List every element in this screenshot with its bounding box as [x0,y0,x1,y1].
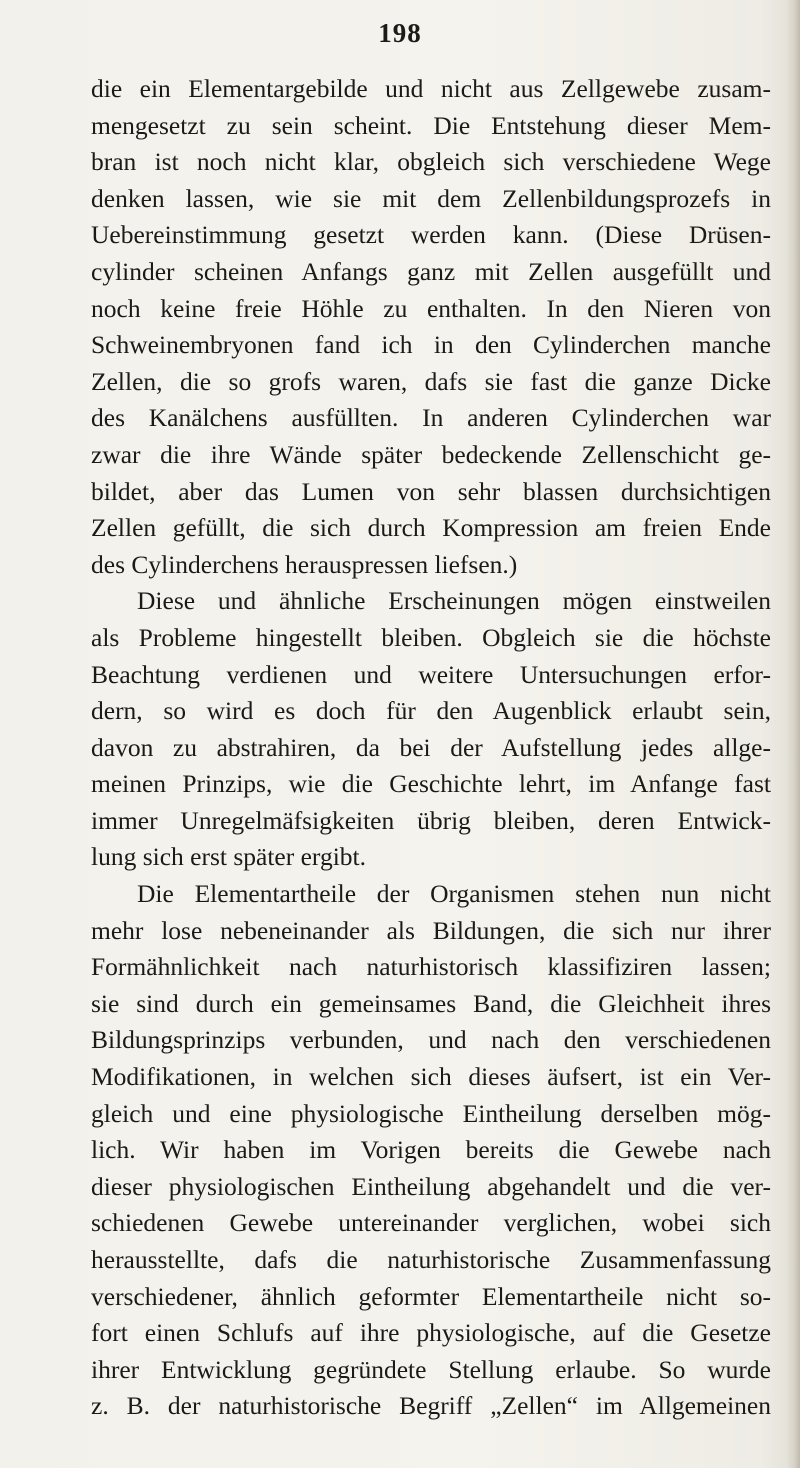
text-line: fort einen Schlufs auf ihre physiologische, auf die Gesetze [91,1318,771,1348]
text-line: mengesetzt zu sein scheint. Die Entstehung dieser Mem- [91,110,771,140]
text-line: Bildungsprinzips verbunden, und nach den verschiedenen [91,1025,771,1055]
page-number: 198 [378,18,422,48]
text-line: denken lassen, wie sie mit dem Zellenbildungsprozefs in [91,183,771,213]
text-line: herausstellte, dafs die naturhistorische Zusammenfassung [91,1245,771,1274]
text-line: Modifikationen, in welchen sich dieses äufsert, ist ein Ver- [91,1062,771,1092]
text-line: Beachtung verdienen und weitere Untersuchungen erfor- [91,659,771,689]
text-line: dern, so wird es doch für den Augenblick erlaubt sein, [91,696,771,726]
text-line: davon zu abstrahiren, da bei der Aufstellung jedes allge- [91,732,771,762]
text-line: sie sind durch ein gemeinsames Band, die Gleichheit ihres [91,988,771,1018]
text-line: lung sich erst später ergibt. [91,842,367,872]
text-line: z. B. der naturhistorische Begriff „Zellen“ im Allgemeinen [91,1391,771,1421]
text-line: Diese und ähnliche Erscheinungen mögen einstweilen [137,586,771,616]
text-line: Formähnlichkeit nach naturhistorisch klassifiziren lassen; [91,952,771,982]
text-line: ihrer Entwicklung gegründete Stellung erlaube. So wurde [91,1354,771,1384]
text-line: gleich und eine physiologische Eintheilung derselben mög- [91,1098,771,1128]
text-line: des Kanälchens ausfüllten. In anderen Cylinderchen war [91,403,771,433]
text-line: dieser physiologischen Eintheilung abgehandelt und die ver- [91,1171,771,1201]
text-line: zwar die ihre Wände später bedeckende Zellenschicht ge- [91,439,771,469]
text-line: die ein Elementargebilde und nicht aus Zellgewebe zusam- [91,74,771,103]
text-line: Zellen, die so grofs waren, dafs sie fast die ganze Dicke [91,366,771,396]
text-line: Zellen gefüllt, die sich durch Kompression am freien Ende [91,513,771,543]
page-edge-shadow [786,0,800,1468]
body-text [91,71,771,1425]
text-line: Die Elementartheile der Organismen stehen nun nicht [137,879,771,909]
text-line: schiedenen Gewebe untereinander verglichen, wobei sich [91,1208,771,1238]
text-line: verschiedener, ähnlich geformter Elementartheile nicht so- [91,1281,771,1311]
text-line: cylinder scheinen Anfangs ganz mit Zellen ausgefüllt und [91,256,771,286]
text-line: bran ist noch nicht klar, obgleich sich verschiedene Wege [91,147,771,177]
text-line: lich. Wir haben im Vorigen bereits die Gewebe nach [91,1135,771,1165]
text-line: mehr lose nebeneinander als Bildungen, die sich nur ihrer [91,915,771,945]
text-line: meinen Prinzips, wie die Geschichte lehrt, im Anfange fast [91,769,771,799]
text-line: als Probleme hingestellt bleiben. Obgleich sie die höchste [91,622,771,652]
text-line: des Cylinderchens herauspressen liefsen.) [91,549,518,579]
text-line: immer Unregelmäfsigkeiten übrig bleiben, deren Entwick- [91,805,771,835]
text-line: Schweinembryonen fand ich in den Cylinderchen manche [91,330,771,360]
text-line: Uebereinstimmung gesetzt werden kann. (Diese Drüsen- [91,220,771,250]
text-line: bildet, aber das Lumen von sehr blassen durchsichtigen [91,476,771,506]
text-line: noch keine freie Höhle zu enthalten. In den Nieren von [91,293,771,323]
